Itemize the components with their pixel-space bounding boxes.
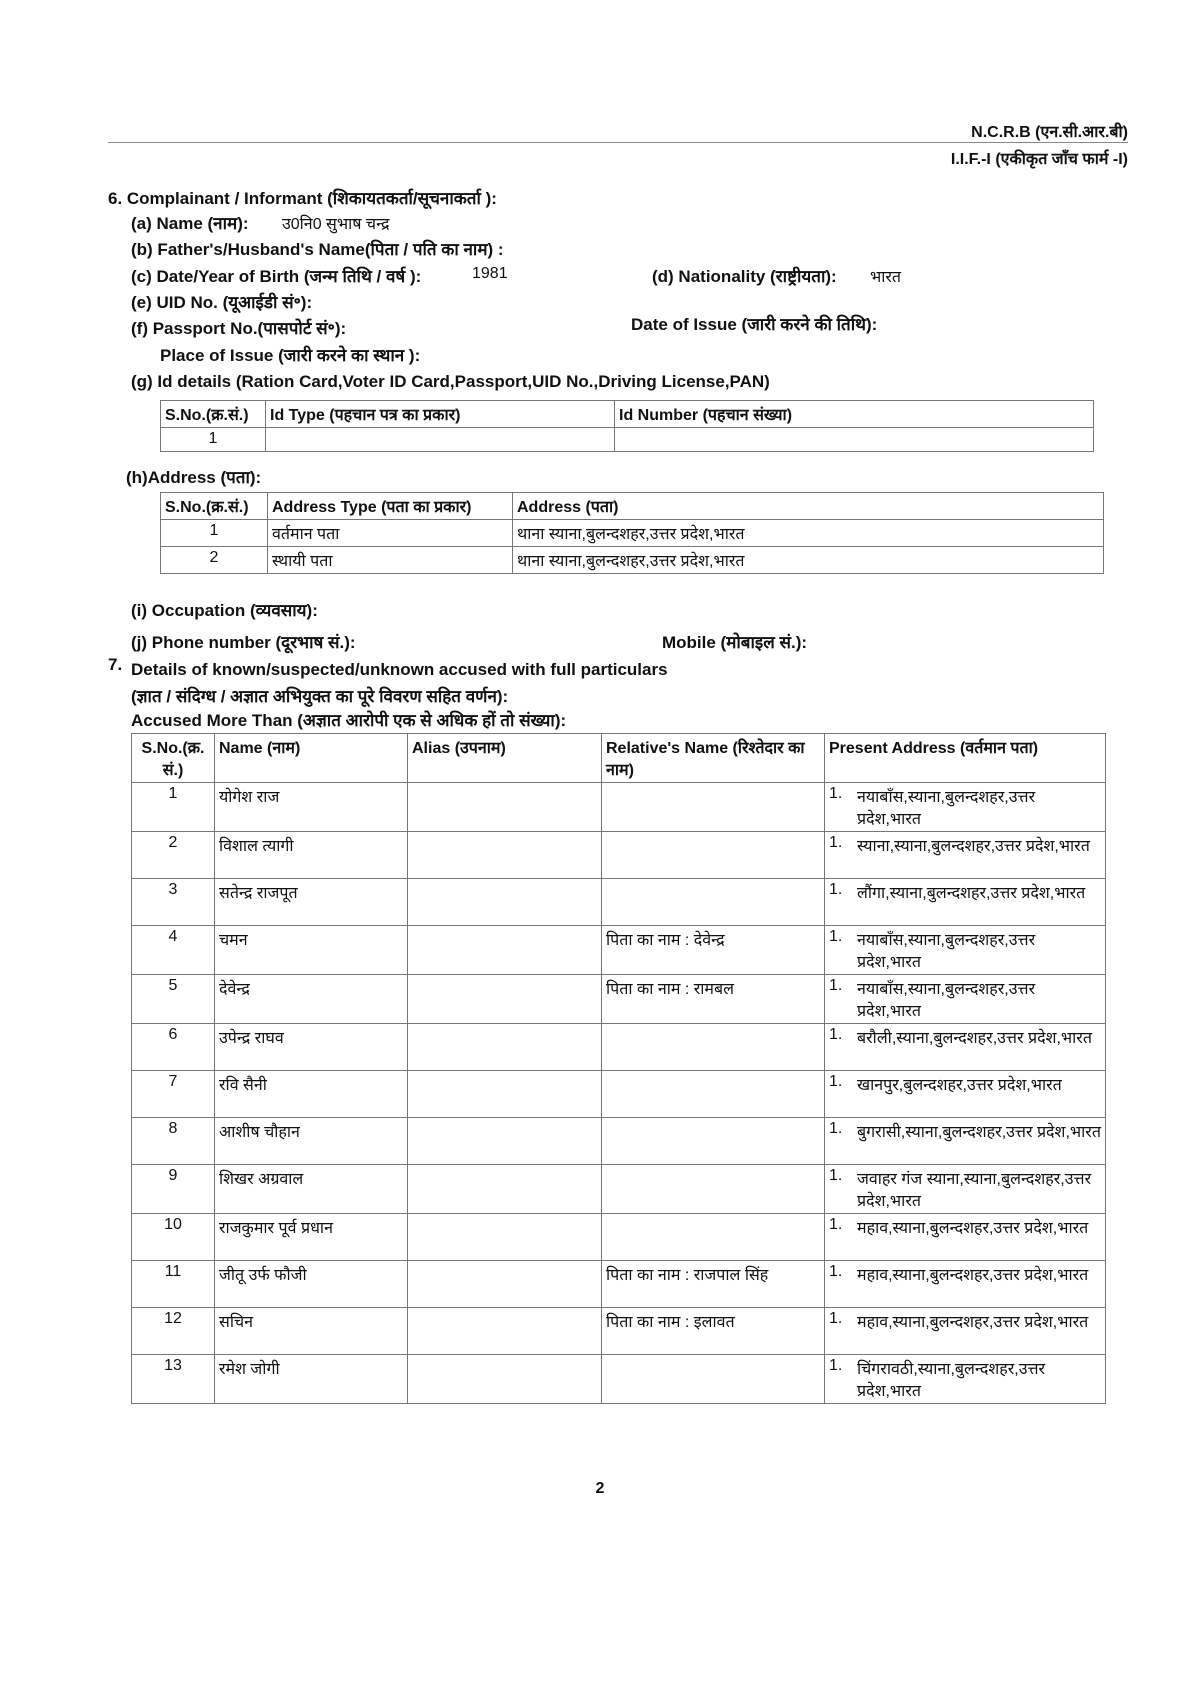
accused-row [132, 926, 1106, 975]
accused-alias [408, 1118, 602, 1165]
addr-row-sno: 1 [161, 520, 268, 547]
acc-col-address: Present Address (वर्तमान पता) [825, 734, 1106, 783]
addr-row-address: थाना स्याना,बुलन्दशहर,उत्तर प्रदेश,भारत [513, 547, 1104, 574]
id-details-table [160, 400, 1094, 452]
accused-row [132, 1071, 1106, 1118]
accused-relative: पिता का नाम : देवेन्द्र [602, 926, 825, 975]
accused-row [132, 1024, 1106, 1071]
accused-name: सतेन्द्र राजपूत [215, 879, 408, 926]
accused-name: रमेश जोगी [215, 1355, 408, 1404]
accused-address [825, 879, 1106, 926]
accused-name: देवेन्द्र [215, 975, 408, 1024]
accused-sno: 10 [132, 1214, 215, 1261]
accused-name: विशाल त्यागी [215, 832, 408, 879]
page-number: 2 [595, 1480, 605, 1497]
address-list-number: 1. [829, 1120, 843, 1137]
dob-value: 1981 [472, 265, 508, 282]
address-label: (h)Address (पता): [126, 468, 262, 487]
accused-name: योगेश राज [215, 783, 408, 832]
address-text: बुगरासी,स्याना,बुलन्दशहर,उत्तर प्रदेश,भारत [857, 1124, 1101, 1141]
address-list-number: 1. [829, 834, 843, 851]
issue-date-label: Date of Issue (जारी करने की तिथि): [631, 315, 878, 334]
address-list-number: 1. [829, 977, 843, 994]
section7-title: Details of known/suspected/unknown accused with full particulars [131, 660, 668, 679]
address-text: बरौली,स्याना,बुलन्दशहर,उत्तर प्रदेश,भारत [857, 1030, 1092, 1047]
accused-sno: 13 [132, 1355, 215, 1404]
accused-address [825, 1071, 1106, 1118]
phone-label: (j) Phone number (दूरभाष सं.): [131, 633, 356, 652]
id-row-number [615, 428, 1094, 452]
accused-relative [602, 1355, 825, 1404]
accused-row [132, 879, 1106, 926]
accused-address [825, 783, 1106, 832]
nationality-value: भारत [870, 269, 902, 286]
accused-relative: पिता का नाम : राजपाल सिंह [602, 1261, 825, 1308]
accused-alias [408, 1024, 602, 1071]
section6-title: 6. Complainant / Informant (शिकायतकर्ता/सूचनाकर्ता ): [108, 189, 497, 208]
accused-relative [602, 1024, 825, 1071]
accused-name: उपेन्द्र राघव [215, 1024, 408, 1071]
addr-col-type: Address Type (पता का प्रकार) [268, 493, 513, 520]
accused-row [132, 1261, 1106, 1308]
mobile-label: Mobile (मोबाइल सं.): [662, 633, 808, 652]
accused-relative [602, 1071, 825, 1118]
accused-name: शिखर अग्रवाल [215, 1165, 408, 1214]
accused-alias [408, 1355, 602, 1404]
accused-sno: 9 [132, 1165, 215, 1214]
accused-row [132, 975, 1106, 1024]
section7-subtitle: (ज्ञात / संदिग्ध / अज्ञात अभियुक्त का पूरे विवरण सहित वर्णन): [131, 687, 509, 706]
address-list-number: 1. [829, 1216, 843, 1233]
accused-relative [602, 879, 825, 926]
address-text: लौंगा,स्याना,बुलन्दशहर,उत्तर प्रदेश,भारत [857, 885, 1086, 902]
address-list-number: 1. [829, 1026, 843, 1043]
accused-more-label: Accused More Than (अज्ञात आरोपी एक से अधिक हों तो संख्या): [131, 711, 567, 730]
address-text: नयाबाँस,स्याना,बुलन्दशहर,उत्तर प्रदेश,भारत [857, 789, 1036, 828]
addr-row-sno: 2 [161, 547, 268, 574]
addr-row-type: वर्तमान पता [268, 520, 513, 547]
accused-name: आशीष चौहान [215, 1118, 408, 1165]
accused-sno: 1 [132, 783, 215, 832]
accused-alias [408, 926, 602, 975]
header-iif: I.I.F.-I (एकीकृत जाँच फार्म -I) [950, 151, 1128, 168]
address-list-number: 1. [829, 928, 843, 945]
accused-name: जीतू उर्फ फौजी [215, 1261, 408, 1308]
accused-alias [408, 783, 602, 832]
accused-name: सचिन [215, 1308, 408, 1355]
accused-alias [408, 1071, 602, 1118]
accused-sno: 12 [132, 1308, 215, 1355]
address-list-number: 1. [829, 1357, 843, 1374]
address-text: चिंगरावठी,स्याना,बुलन्दशहर,उत्तर प्रदेश,भारत [857, 1361, 1046, 1400]
accused-alias [408, 879, 602, 926]
address-text: महाव,स्याना,बुलन्दशहर,उत्तर प्रदेश,भारत [857, 1314, 1089, 1331]
address-text: स्याना,स्याना,बुलन्दशहर,उत्तर प्रदेश,भारत [857, 838, 1090, 855]
id-details-label: (g) Id details (Ration Card,Voter ID Card,Passport,UID No.,Driving License,PAN) [131, 372, 770, 391]
name-value: उ0नि0 सुभाष चन्द्र [282, 216, 390, 233]
issue-place-label: Place of Issue (जारी करने का स्थान ): [160, 346, 421, 365]
address-text: खानपुर,बुलन्दशहर,उत्तर प्रदेश,भारत [857, 1077, 1062, 1094]
addr-col-sno: S.No.(क्र.सं.) [161, 493, 268, 520]
id-row-type [266, 428, 615, 452]
accused-relative [602, 1118, 825, 1165]
accused-row [132, 1355, 1106, 1404]
header-ncrb: N.C.R.B (एन.सी.आर.बी) [971, 124, 1128, 141]
father-name-label: (b) Father's/Husband's Name(पिता / पति का नाम) : [131, 240, 504, 259]
accused-address [825, 1165, 1106, 1214]
accused-address [825, 832, 1106, 879]
name-label: (a) Name (नाम): [131, 214, 249, 233]
section7-number: 7. [108, 655, 123, 674]
accused-row [132, 1308, 1106, 1355]
accused-address [825, 1024, 1106, 1071]
accused-relative [602, 1214, 825, 1261]
accused-relative [602, 783, 825, 832]
accused-row [132, 1214, 1106, 1261]
id-col-type: Id Type (पहचान पत्र का प्रकार) [266, 401, 615, 428]
uid-label: (e) UID No. (यूआईडी सं॰): [131, 293, 313, 312]
address-list-number: 1. [829, 1167, 843, 1184]
accused-table [131, 733, 1106, 1404]
accused-sno: 5 [132, 975, 215, 1024]
accused-sno: 4 [132, 926, 215, 975]
address-text: जवाहर गंज स्याना,स्याना,बुलन्दशहर,उत्तर प्रदेश,भारत [857, 1171, 1092, 1210]
accused-address [825, 1308, 1106, 1355]
accused-row [132, 832, 1106, 879]
accused-sno: 2 [132, 832, 215, 879]
accused-row [132, 1165, 1106, 1214]
accused-alias [408, 1165, 602, 1214]
accused-relative [602, 832, 825, 879]
dob-label: (c) Date/Year of Birth (जन्म तिथि / वर्ष ): [131, 267, 422, 286]
accused-name: चमन [215, 926, 408, 975]
accused-address [825, 926, 1106, 975]
accused-sno: 6 [132, 1024, 215, 1071]
address-list-number: 1. [829, 1263, 843, 1280]
address-text: महाव,स्याना,बुलन्दशहर,उत्तर प्रदेश,भारत [857, 1220, 1089, 1237]
address-text: महाव,स्याना,बुलन्दशहर,उत्तर प्रदेश,भारत [857, 1267, 1089, 1284]
accused-alias [408, 1261, 602, 1308]
addr-col-address: Address (पता) [513, 493, 1104, 520]
address-list-number: 1. [829, 881, 843, 898]
address-text: नयाबाँस,स्याना,बुलन्दशहर,उत्तर प्रदेश,भारत [857, 981, 1036, 1020]
passport-label: (f) Passport No.(पासपोर्ट सं॰): [131, 319, 347, 338]
acc-col-relative: Relative's Name (रिश्तेदार का नाम) [602, 734, 825, 783]
acc-col-sno: S.No.(क्र. सं.) [132, 734, 215, 783]
accused-sno: 7 [132, 1071, 215, 1118]
accused-address [825, 975, 1106, 1024]
accused-alias [408, 1308, 602, 1355]
accused-alias [408, 1214, 602, 1261]
accused-sno: 3 [132, 879, 215, 926]
address-list-number: 1. [829, 1073, 843, 1090]
accused-address [825, 1214, 1106, 1261]
addr-row-type: स्थायी पता [268, 547, 513, 574]
nationality-label: (d) Nationality (राष्ट्रीयता): [652, 267, 837, 286]
address-text: नयाबाँस,स्याना,बुलन्दशहर,उत्तर प्रदेश,भारत [857, 932, 1036, 971]
accused-relative: पिता का नाम : इलावत [602, 1308, 825, 1355]
addr-row-address: थाना स्याना,बुलन्दशहर,उत्तर प्रदेश,भारत [513, 520, 1104, 547]
accused-sno: 8 [132, 1118, 215, 1165]
accused-table-body [132, 783, 1106, 1404]
accused-sno: 11 [132, 1261, 215, 1308]
address-table [160, 492, 1104, 574]
accused-address [825, 1355, 1106, 1404]
acc-col-alias: Alias (उपनाम) [408, 734, 602, 783]
header-divider [108, 142, 1128, 143]
id-col-sno: S.No.(क्र.सं.) [161, 401, 266, 428]
accused-address [825, 1261, 1106, 1308]
accused-name: राजकुमार पूर्व प्रधान [215, 1214, 408, 1261]
id-row-sno: 1 [161, 428, 266, 452]
accused-row [132, 1118, 1106, 1165]
address-list-number: 1. [829, 1310, 843, 1327]
accused-relative [602, 1165, 825, 1214]
accused-row [132, 783, 1106, 832]
id-col-number: Id Number (पहचान संख्या) [615, 401, 1094, 428]
accused-name: रवि सैनी [215, 1071, 408, 1118]
address-list-number: 1. [829, 785, 843, 802]
accused-address [825, 1118, 1106, 1165]
acc-col-name: Name (नाम) [215, 734, 408, 783]
occupation-label: (i) Occupation (व्यवसाय): [131, 601, 318, 620]
accused-alias [408, 975, 602, 1024]
accused-alias [408, 832, 602, 879]
accused-relative: पिता का नाम : रामबल [602, 975, 825, 1024]
